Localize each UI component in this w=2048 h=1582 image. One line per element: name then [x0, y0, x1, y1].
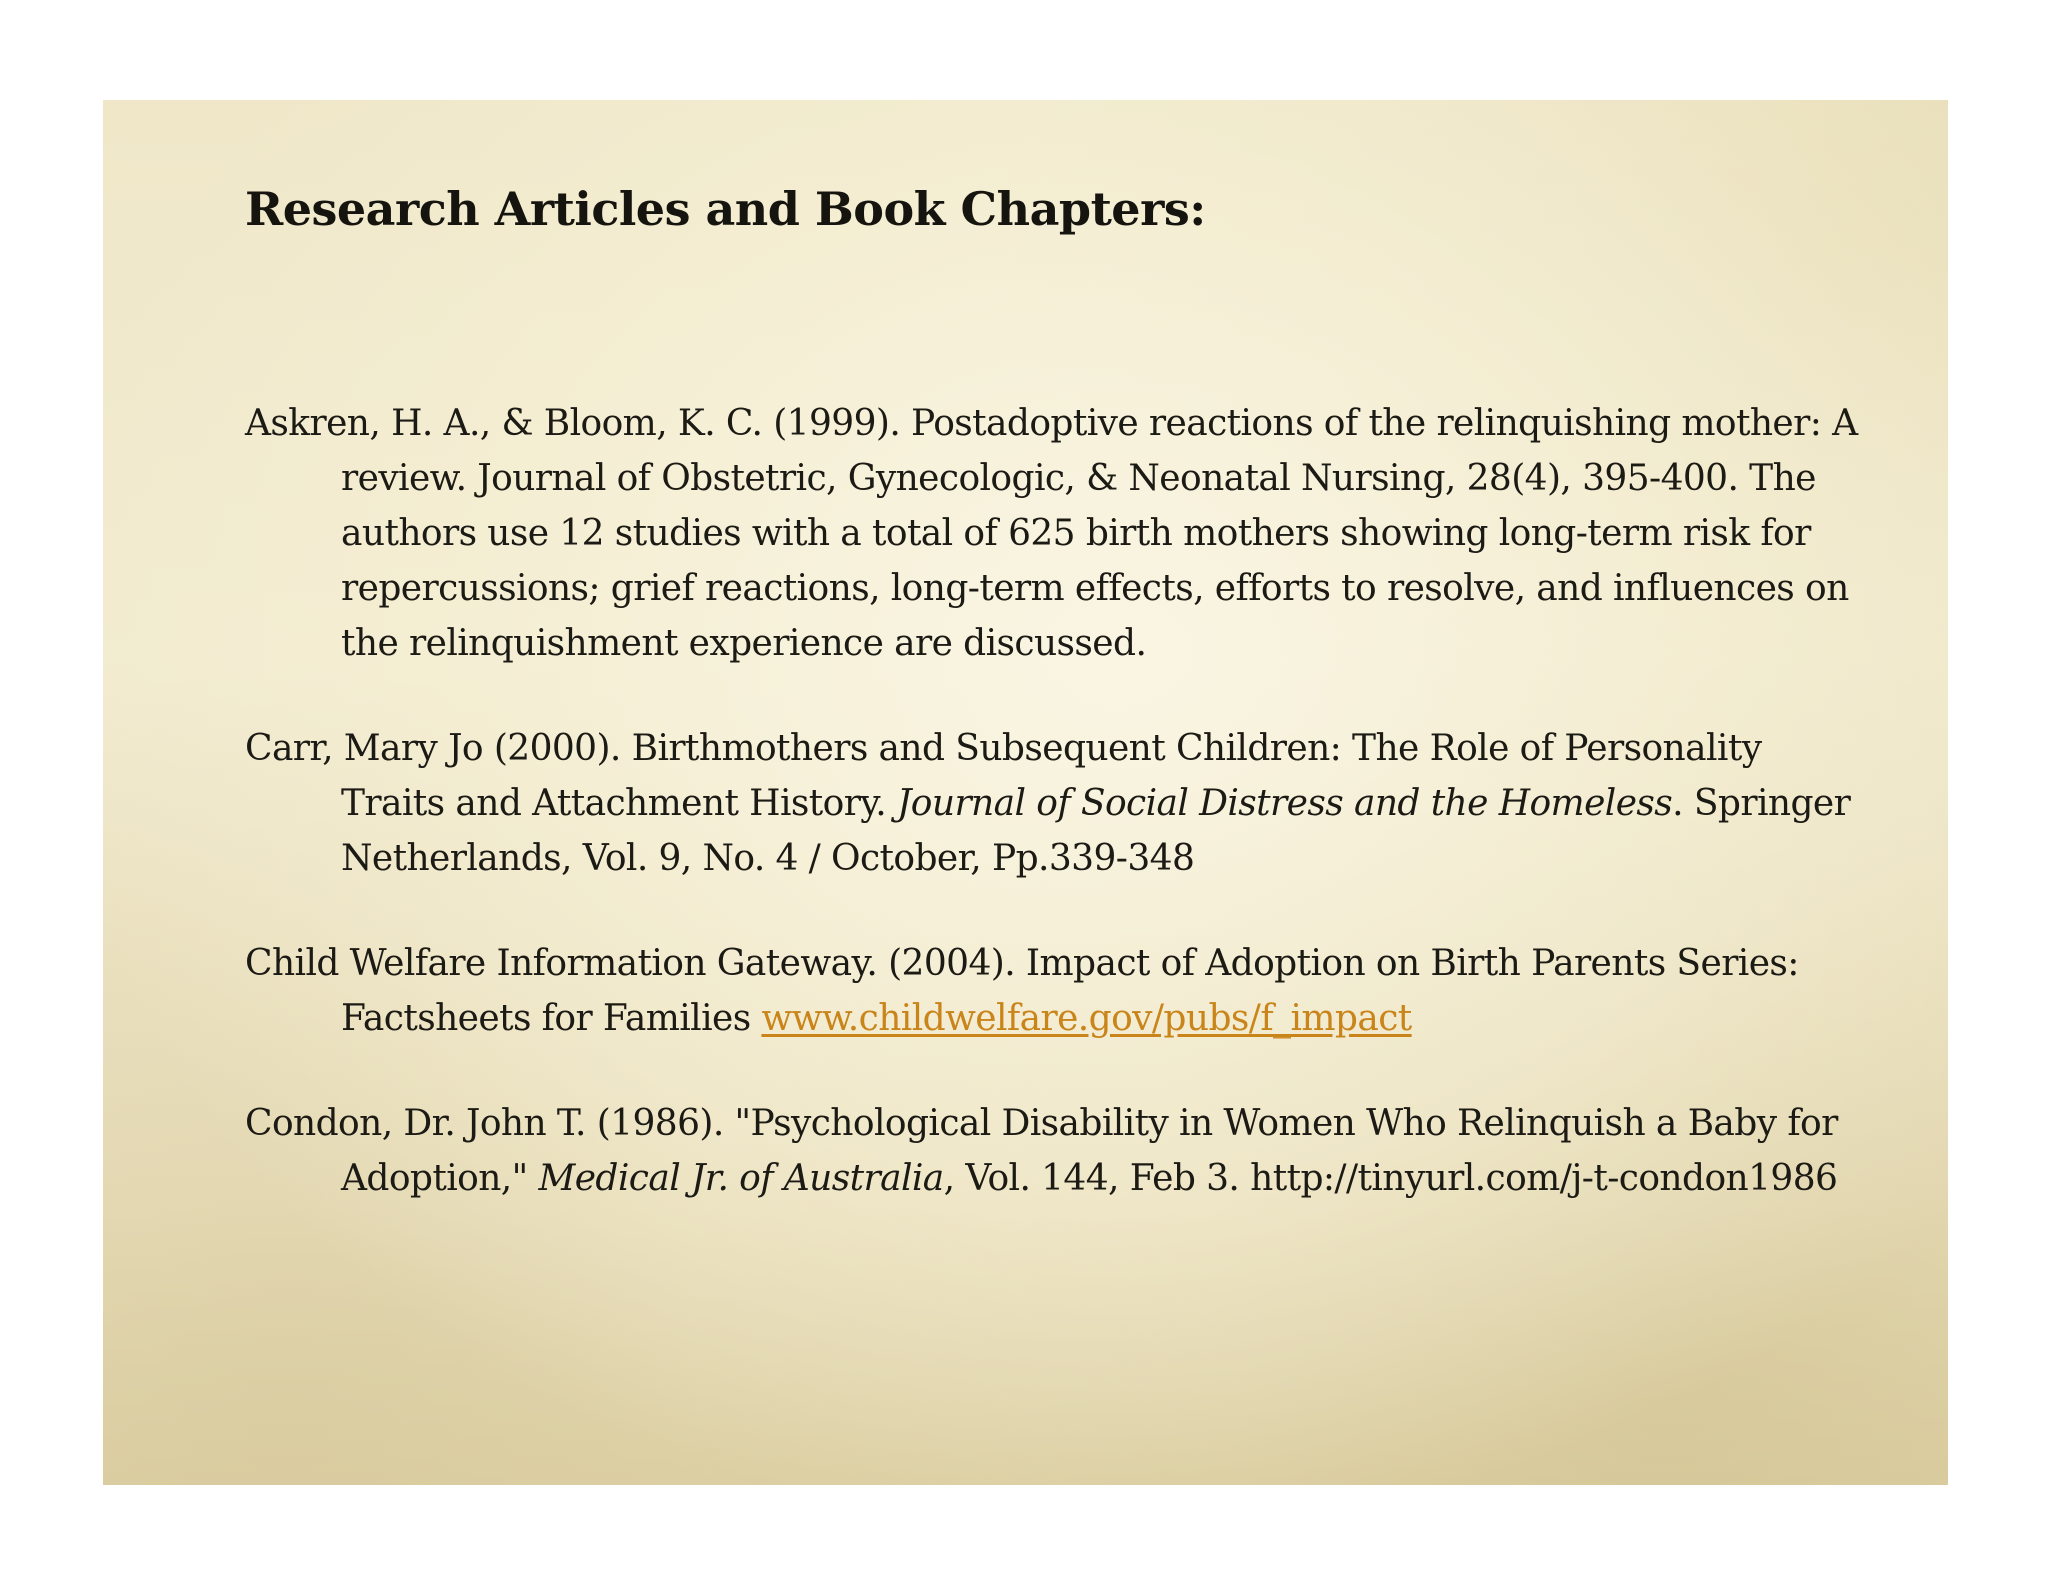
- journal-title: Journal of Social Distress and the Homeless: [896, 783, 1673, 824]
- reference-list: [245, 396, 1865, 1256]
- reference-text: Child Welfare Information Gateway. (2004). Impact of Adoption on Birth Parents Series: Factsheets for Families: [245, 943, 1799, 1039]
- reference-carr: [245, 721, 1865, 886]
- reference-text: . Springer Netherlands, Vol. 9, No. 4 / October, Pp.339-348: [341, 783, 1851, 879]
- reference-text: Condon, Dr. John T. (1986). "Psychological Disability in Women Who Relinquish a Baby for Adoption,": [245, 1103, 1838, 1199]
- reference-child-welfare: [245, 936, 1865, 1046]
- reference-text: , Vol. 144, Feb 3. http://tinyurl.com/j-t-condon1986: [943, 1158, 1838, 1199]
- reference-text: Askren, H. A., & Bloom, K. C. (1999). Postadoptive reactions of the relinquishing mother: A review. Journal of Obstetric, Gynecologic, & Neonatal Nursing, 28(4), 395-400. The authors use 12 studies with a total of 625 birth mothers showing long-term risk for repercussions; grief reactions, long-term effects, efforts to resolve, and influences on the relinquishment experience are discussed.: [245, 403, 1858, 664]
- journal-title: Medical Jr. of Australia: [538, 1158, 944, 1199]
- reference-condon: [245, 1096, 1865, 1206]
- slide: [103, 100, 1948, 1485]
- childwelfare-link[interactable]: www.childwelfare.gov/pubs/f_impact: [761, 998, 1412, 1039]
- reference-text: Carr, Mary Jo (2000). Birthmothers and Subsequent Children: The Role of Personality Traits and Attachment History.: [245, 728, 1762, 824]
- slide-title: Research Articles and Book Chapters:: [245, 182, 1206, 236]
- reference-askren: [245, 396, 1865, 671]
